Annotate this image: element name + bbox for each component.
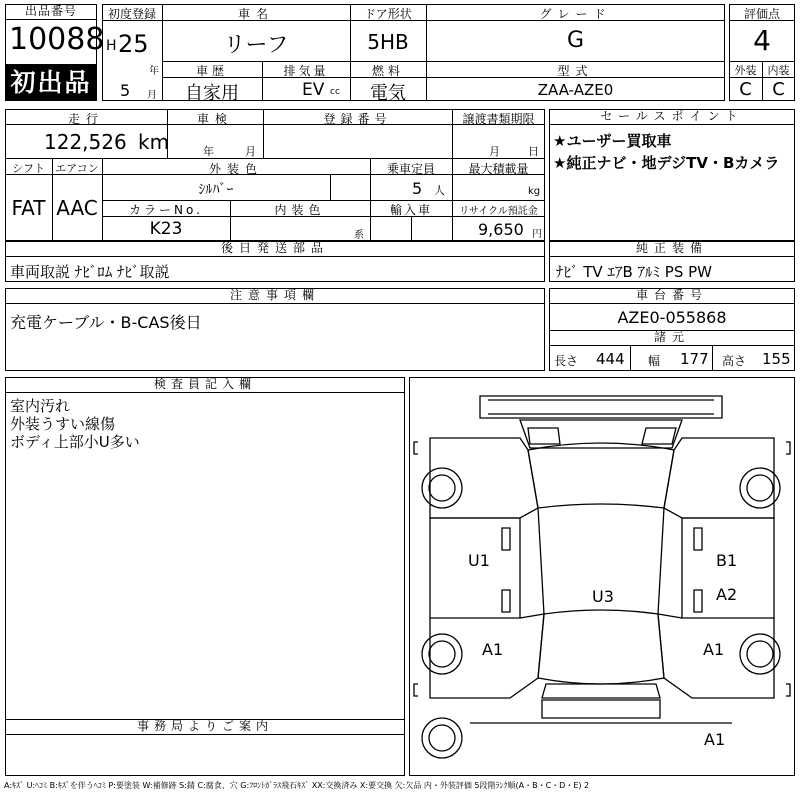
score-label: 評価点 <box>743 7 780 21</box>
fuel: 電気 <box>370 83 406 104</box>
capacity-label: 乗車定員 <box>386 162 435 176</box>
reg-month: 5 <box>120 81 131 100</box>
inspector-note-2: 外装うすい線傷 <box>10 415 116 433</box>
legend: A:ｷｽﾞ U:ﾍｺﾐ B:ｷｽﾞを伴うﾍｺﾐ P:要塗装 W:補修跡 S:錆 C:腐食、穴 G:ﾌﾛﾝﾄｶﾞﾗｽ飛石ｷｽﾞ XX:交換済み X:要交換 欠:欠品 内・外装評価 5段階ﾗﾝｸ順(A・B・C・D・E) 2 <box>4 781 590 790</box>
regno-label: 登録番号 <box>323 112 392 126</box>
interior-label: 内装色 <box>274 203 326 217</box>
caution-text: 充電ケーブル・B-CAS後日 <box>10 313 202 332</box>
sales-point-2: ★純正ナビ・地デジTV・Bカメラ <box>553 154 780 172</box>
disp-label: 排気量 <box>283 64 329 78</box>
mileage-unit: km <box>138 130 170 154</box>
capacity: 5 <box>412 179 423 198</box>
color-number: K23 <box>149 219 183 239</box>
office-label: 事務局よりご案内 <box>5 719 405 735</box>
colorno-label: カラーNo. <box>129 203 203 217</box>
mileage-label: 走行 <box>67 112 104 126</box>
year-unit: 年 <box>149 66 159 77</box>
insp-year-unit: 年 <box>203 145 214 158</box>
history: 自家用 <box>185 83 239 104</box>
ac-label: エアコン <box>55 162 99 175</box>
score: 4 <box>753 24 771 57</box>
reg-era: H <box>106 38 117 54</box>
insp-month-unit: 月 <box>245 145 256 158</box>
width: 177 <box>680 350 709 368</box>
sales-point-1: ★ユーザー買取車 <box>553 132 672 150</box>
damage-mark-a1-left: A1 <box>482 640 504 659</box>
grade: G <box>566 28 585 53</box>
recycle-unit: 円 <box>532 229 542 240</box>
inspector-note-1: 室内汚れ <box>10 397 71 415</box>
inspector-label: 検査員記入欄 <box>5 377 405 393</box>
color: ｼﾙﾊﾞｰ <box>198 182 234 198</box>
shift-label: シフト <box>12 162 45 175</box>
width-label: 幅 <box>648 354 661 368</box>
lot-label: 出品番号 <box>5 4 97 20</box>
car-diagram <box>409 377 795 776</box>
mileage: 122,526 <box>44 130 127 154</box>
damage-mark-u3: U3 <box>592 587 614 606</box>
disp-unit: cc <box>330 87 340 97</box>
first-listing-badge: 初出品 <box>5 64 97 101</box>
sales-point-label: セールスポイント <box>549 109 795 125</box>
height: 155 <box>762 350 791 368</box>
door-label: ドア形状 <box>364 7 412 21</box>
reg-label: 初度登録 <box>107 7 156 21</box>
damage-mark-b1: B1 <box>716 551 738 570</box>
equipment-label: 純正装備 <box>549 241 795 257</box>
capacity-unit: 人 <box>434 184 445 197</box>
length: 444 <box>596 350 625 368</box>
car-name: リーフ <box>223 33 289 58</box>
fuel-label: 燃料 <box>371 64 404 78</box>
damage-mark-a2: A2 <box>716 585 738 604</box>
deadline-label: 譲渡書類期限 <box>462 112 535 126</box>
model-code: ZAA-AZE0 <box>537 81 614 99</box>
interior-unit: 系 <box>354 230 364 241</box>
later-parts-label: 後日発送部品 <box>5 241 545 257</box>
recycle-fee: 9,650 <box>478 220 524 239</box>
month-unit: 月 <box>147 90 157 101</box>
chassis-number: AZE0-055868 <box>617 308 727 327</box>
dl-day-unit: 日 <box>528 145 539 158</box>
int-label: 内装 <box>767 64 790 77</box>
damage-mark-a1-bottom: A1 <box>704 730 726 749</box>
recycle-label: リサイクル預託金 <box>459 206 538 217</box>
damage-mark-a1-right: A1 <box>703 640 725 659</box>
length-label: 長さ <box>554 354 579 368</box>
chassis-label: 車台番号 <box>549 288 795 304</box>
dims-label: 諸元 <box>549 330 795 346</box>
height-label: 高さ <box>722 354 747 368</box>
load-label: 最大積載量 <box>468 162 529 176</box>
damage-mark-u1: U1 <box>468 551 490 570</box>
history-label: 車歴 <box>195 64 228 78</box>
shift: FAT <box>11 196 46 220</box>
caution-label: 注意事項欄 <box>5 288 545 304</box>
inspection-label: 車検 <box>196 112 233 126</box>
lot-number: 10088 <box>9 22 105 57</box>
load-unit: kg <box>528 186 541 197</box>
ext-label: 外装 <box>734 64 757 77</box>
int-grade: C <box>772 79 785 100</box>
reg-year: 25 <box>118 30 149 58</box>
ac: AAC <box>56 196 98 220</box>
inspector-note-3: ボディ上部小U多い <box>10 433 140 451</box>
dl-month-unit: 月 <box>489 145 500 158</box>
later-parts: 車両取説 ﾅﾋﾞﾛﾑ ﾅﾋﾞ取説 <box>10 263 170 281</box>
equipment: ﾅﾋﾞ TV ｴｱB ｱﾙﾐ PS PW <box>556 263 712 281</box>
name-label: 車名 <box>237 7 274 21</box>
displacement: EV <box>302 80 325 100</box>
color-label: 外装色 <box>208 162 263 176</box>
sales-point-box <box>549 109 795 241</box>
import-label: 輸入車 <box>389 203 432 217</box>
door-type: 5HB <box>367 30 409 54</box>
ext-grade: C <box>739 79 752 100</box>
model-label: 型式 <box>557 64 594 78</box>
grade-label: グレード <box>539 7 612 21</box>
